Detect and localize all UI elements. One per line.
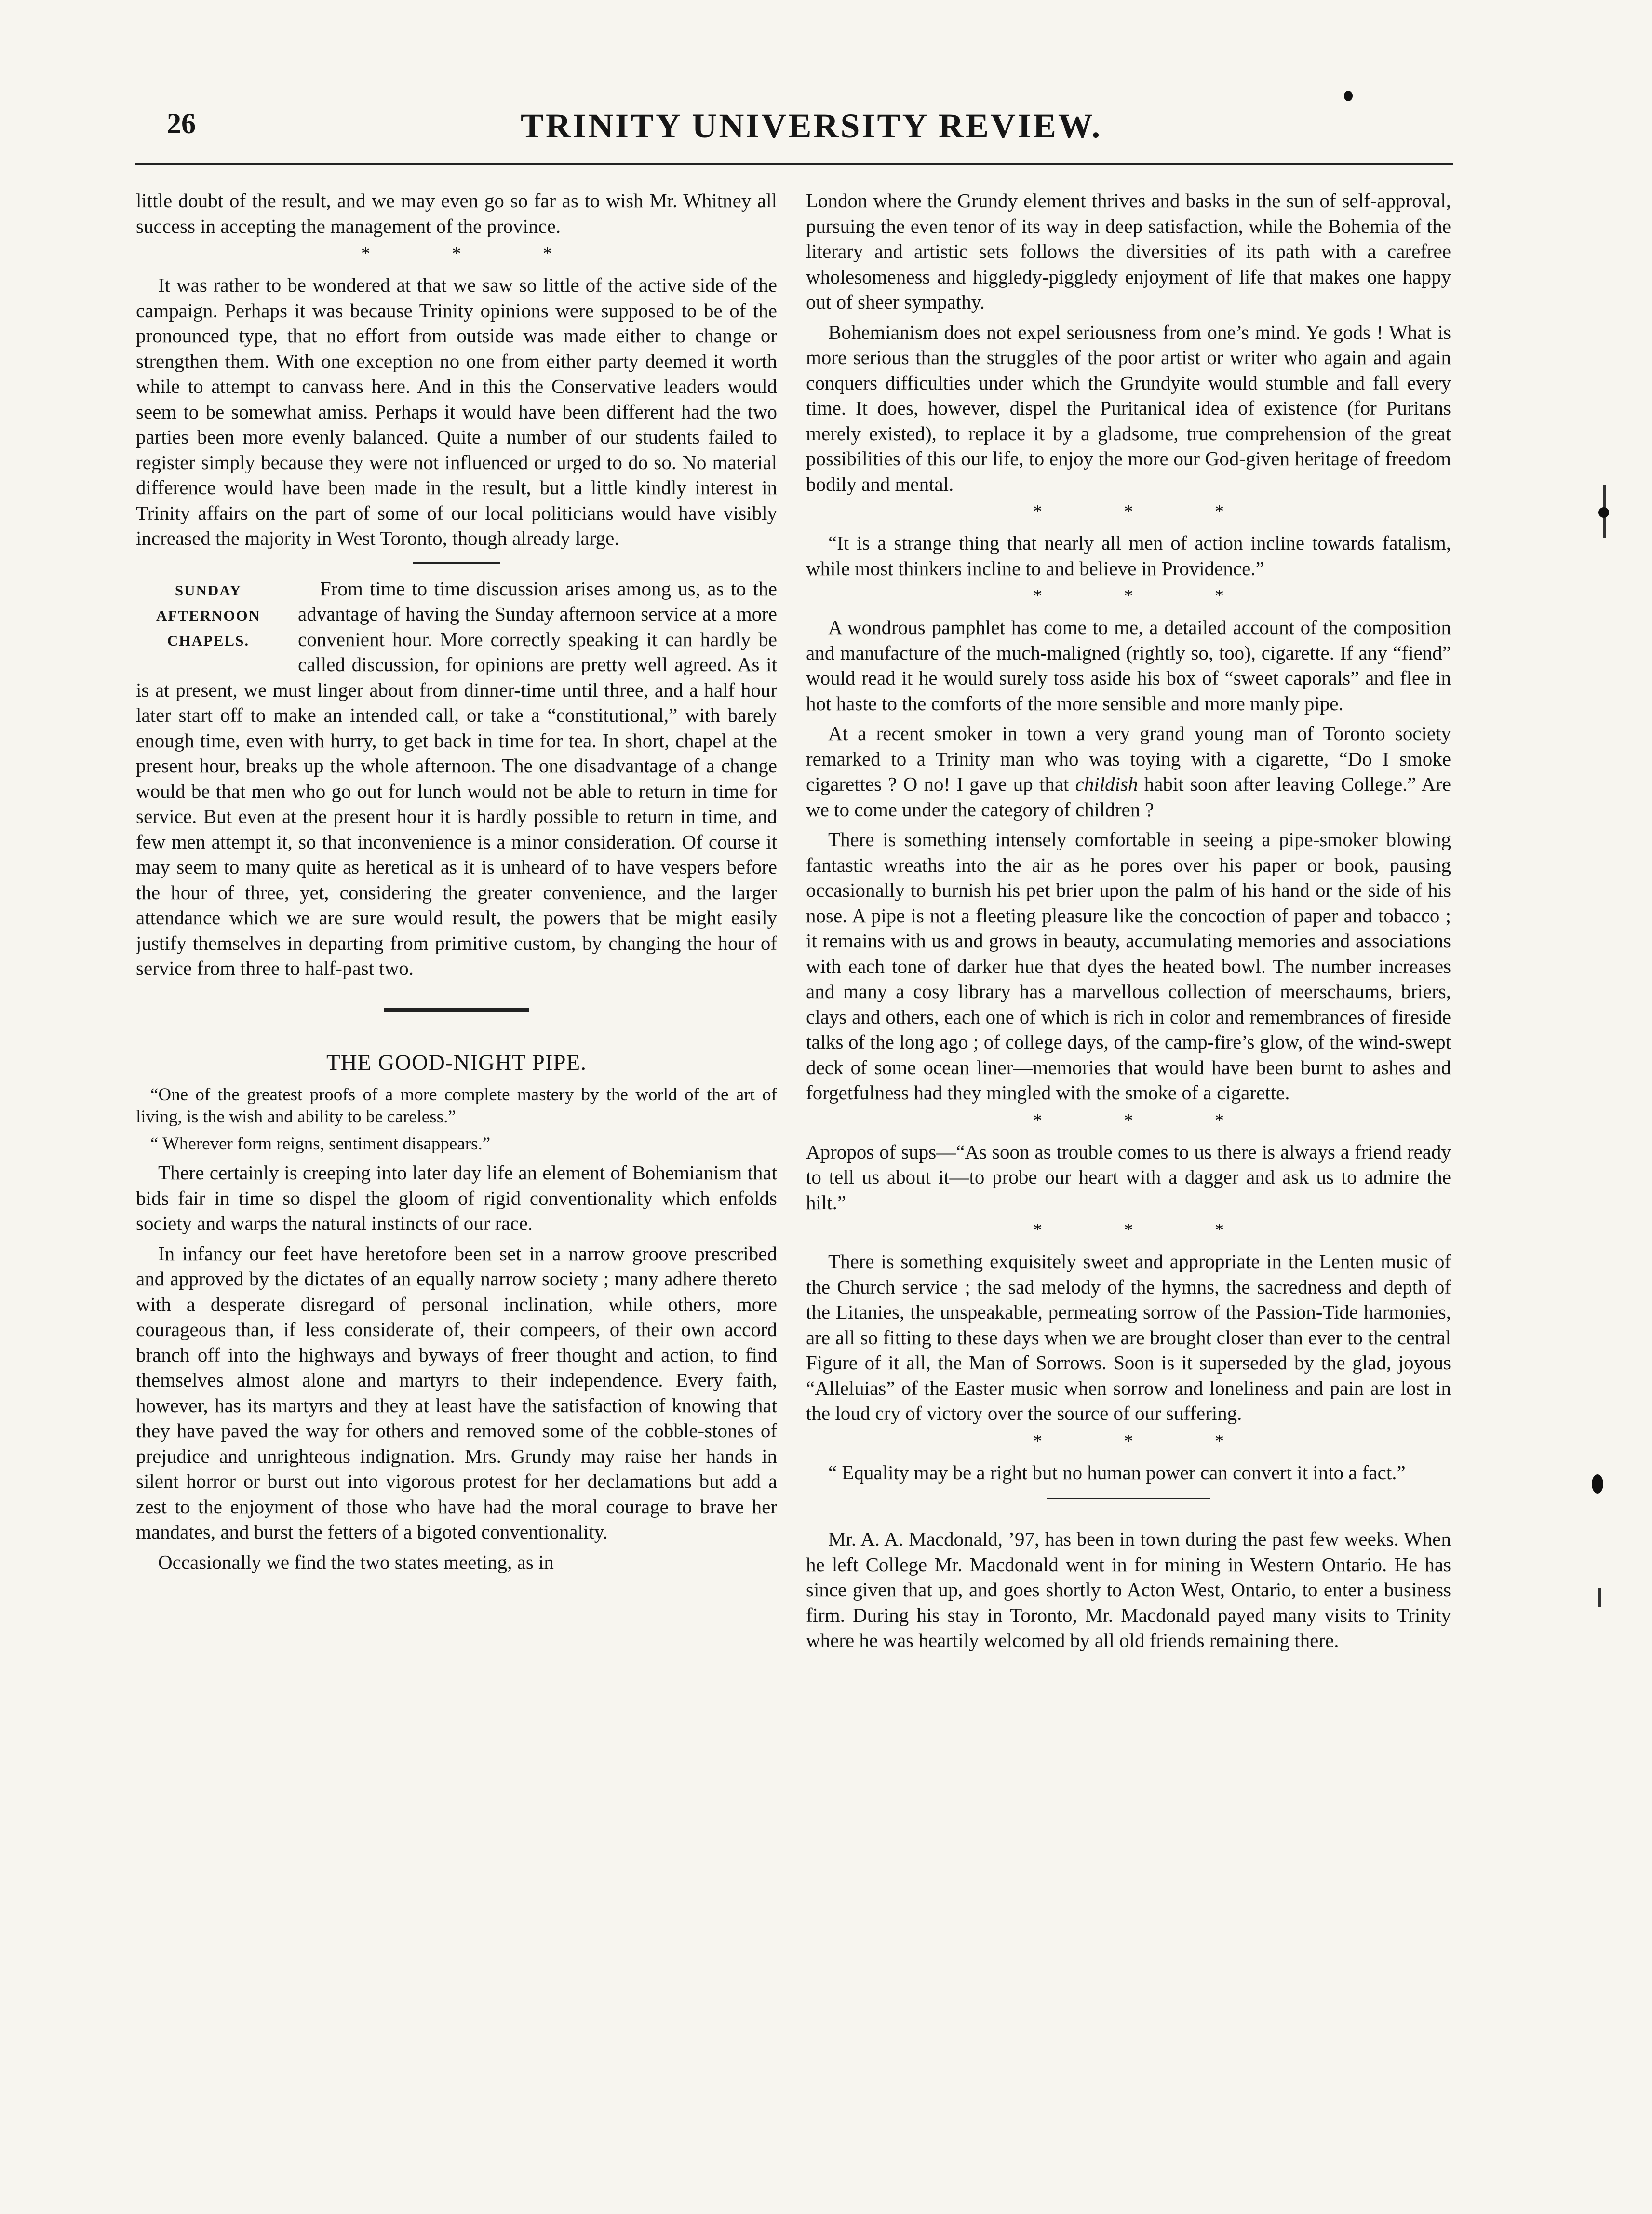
section-separator-stars: * * * — [1033, 1431, 1263, 1451]
paragraph: In infancy our feet have heretofore been set in a narrow groove prescribed and approved by the dictates of an equally narrow society ; many adhere thereto with a desperate disregard of personal inclination, while others, more courageous than, if less considerate of, their compeers, of their own accord branch off into the highways and byways of freer thought and action, to find themselves almost alone and martyrs to their independence. Every faith, however, has its martyrs and they at least have the satisfaction of knowing that they have paved the way for others and removed some of the cobble-stones of prejudice and unrighteous indignation. Mrs. Grundy may raise her hands in silent horror or burst out into vigorous protest for her declamations but add a zest to the enjoyment of those who have had the moral courage to brave her mandates, and burst the fetters of a bigoted conventionality. — [136, 1242, 777, 1543]
section-separator-stars: * * * — [361, 243, 591, 264]
section-separator-stars: * * * — [1033, 1110, 1263, 1131]
scan-mark-dot — [1592, 1474, 1603, 1494]
paragraph: little doubt of the result, and we may even go so far as to wish Mr. Whitney all success in accepting the management of the province. — [136, 189, 777, 237]
separator-rule — [413, 562, 500, 564]
scan-mark-line — [1598, 1588, 1601, 1607]
left-column — [136, 188, 777, 1580]
scan-mark-dot — [1344, 91, 1353, 101]
paragraph: From time to time discussion arises among us, as to the advantage of having the Sunday afternoon service at a more convenient hour. More correctly speaking it can hardly be called discussion, for opinions are pretty well agreed. As it is at present, we must linger about from dinner-time until three, and a half hour later start off to make an intended call, or take a “constitutional,” with barely enough time, even with hurry, to get back in time for tea. In short, chapel at the present hour, breaks up the whole afternoon. The one disadvantage of a change would be that men who go out for lunch would not be able to return in time for service. But even at the present hour it is hardly possible to return in time, and few men attempt it, so that inconvenience is a minor consideration. Of course it may seem to many quite as heretical as it is unheard of to have vespers before the hour of three, yet, considering the greater convenience, and the larger attendance which we are sure would result, the powers that be might easily justify themselves in departing from primitive custom, by changing the hour of service from three to half-past two. — [136, 577, 777, 979]
paragraph: There is something intensely comfortable in seeing a pipe-smoker blowing fantastic wreaths into the air as he pores over his paper or book, pausing occasionally to burnish his pet brier upon the palm of his hand or the side of his nose. A pipe is not a fleeting pleasure like the concoction of paper and tobacco ; it remains with us and grows in beauty, accumulating memories and associations with each tone of darker hue that dyes the heated bowl. The number increases and many a cosy library has a marvellous collection of meerschaums, briers, clays and others, each one of which is rich in color and remembrances of fireside talks of the long ago ; of college days, of the camp-fire’s glow, of the wind-swept deck of some ocean liner—memories that would have been burnt to ashes and forgetfulness had they mingled with the smoke of a cigarette. — [806, 828, 1451, 1104]
emphasis-text: childish — [1075, 773, 1138, 795]
paragraph: London where the Grundy element thrives and basks in the sun of self-approval, pursuing the even tenor of its way in deep satisfaction, while the Bohemia of the literary and artistic sets follows the diversities of its path with a carefree wholesomeness and higgledy-piggledy enjoyment of life that makes one happy out of sheer sympathy. — [806, 189, 1451, 313]
side-heading-line: AFTERNOON — [156, 607, 261, 624]
epigraph: “ Wherever form reigns, sentiment disappears.” — [150, 1134, 491, 1154]
paragraph — [806, 721, 1451, 822]
paragraph: There is something exquisitely sweet and appropriate in the Lenten music of the Church service ; the sad melody of the hymns, the sacredness and depth of the Litanies, the unspeakable, permeating sorrow of the Passion-Tide harmonies, are all so fitting to these days when we are brought closer than ever to the central Figure of it all, the Man of Sorrows. Soon is it superseded by the glad, joyous “Alleluias” of the Easter music when sorrow and loneliness and pain are lost in the loud cry of victory over the source of our suffering. — [806, 1250, 1451, 1424]
page-number: 26 — [167, 108, 196, 139]
section-separator-stars: * * * — [1033, 501, 1263, 522]
paragraph: “It is a strange thing that nearly all men of action incline towards fatalism, while most thinkers incline to and believe in Providence.” — [806, 532, 1451, 580]
page-header-title: TRINITY UNIVERSITY REVIEW. — [521, 107, 1102, 145]
epigraph: “One of the greatest proofs of a more complete mastery by the world of the art of living, is the wish and ability to be careless.” — [136, 1085, 777, 1127]
paragraph: Bohemianism does not expel seriousness from one’s mind. Ye gods ! What is more serious than the struggles of the poor artist or writer who again and again conquers difficulties under which the Grundyite would stumble and fall every time. It does, however, dispel the Puritanical idea of existence (for Puritans merely existed), to replace it by a gladsome, true comprehension of the great possibilities of this our life, to enjoy the more our God-given heritage of freedom bodily and mental. — [806, 321, 1451, 495]
text-span: habit soon after leaving College.” Are we to come under the category of children ? — [806, 773, 1451, 821]
right-column — [806, 188, 1451, 1658]
separator-rule — [1047, 1498, 1210, 1499]
section-separator-stars: * * * — [1033, 586, 1263, 606]
article-title: THE GOOD-NIGHT PIPE. — [326, 1050, 587, 1075]
paragraph: Apropos of sups—“As soon as trouble comes to us there is always a friend ready to tell us about it—to probe our heart with a dagger and ask us to admire the hilt.” — [806, 1140, 1451, 1214]
side-heading — [136, 578, 281, 653]
paragraph: It was rather to be wondered at that we saw so little of the active side of the campaign. Perhaps it was because Trinity opinions were supposed to be of the pronounced type, that no effort from outside was made either to change or strengthen them. With one exception no one from either party deemed it worth while to attempt to canvass here. And in this the Conservative leaders would seem to be somewhat amiss. Perhaps it would have been different had the two parties been more evenly balanced. Quite a number of our students failed to register simply because they were not influenced or urged to do so. No material difference would have been made in the result, but a little kindly interest in Trinity affairs on the part of some of our local politicians would have visibly increased the majority in West Toronto, though already large. — [136, 274, 777, 549]
paragraph: Occasionally we find the two states meeting, as in — [158, 1551, 554, 1573]
sunday-chapels-section — [136, 576, 777, 986]
paragraph: “ Equality may be a right but no human power can convert it into a fact.” — [828, 1461, 1406, 1484]
side-heading-line: CHAPELS. — [167, 632, 250, 649]
separator-rule — [384, 1008, 529, 1012]
header-rule — [135, 163, 1453, 165]
text-span: At a recent smoker in town a very grand young man of Toronto society remarked to a Trinity man who was toying with a cigarette, “Do I smoke cigarettes ? O no! I gave up that — [806, 722, 1451, 795]
scan-mark-dot — [1598, 507, 1609, 518]
paragraph: Mr. A. A. Macdonald, ’97, has been in town during the past few weeks. When he left College Mr. Macdonald went in for mining in Western Ontario. He has since given that up, and goes shortly to Acton West, Ontario, to enter a business firm. During his stay in Toronto, Mr. Macdonald payed many visits to Trinity where he was heartily welcomed by all old friends remaining there. — [806, 1528, 1451, 1651]
section-separator-stars: * * * — [1033, 1220, 1263, 1240]
side-heading-line: SUNDAY — [175, 581, 242, 599]
paragraph: A wondrous pamphlet has come to me, a detailed account of the composition and manufacture of the much-maligned (rightly so, too), cigarette. If any “fiend” would read it he would surely toss aside his box of “sweet caporals” and flee in hot haste to the comforts of the more sensible and more manly pipe. — [806, 616, 1451, 715]
paragraph: There certainly is creeping into later day life an element of Bohemianism that bids fair in time so dispel the gloom of rigid conventionality which enfolds society and warps the natural instincts of our race. — [136, 1161, 777, 1234]
